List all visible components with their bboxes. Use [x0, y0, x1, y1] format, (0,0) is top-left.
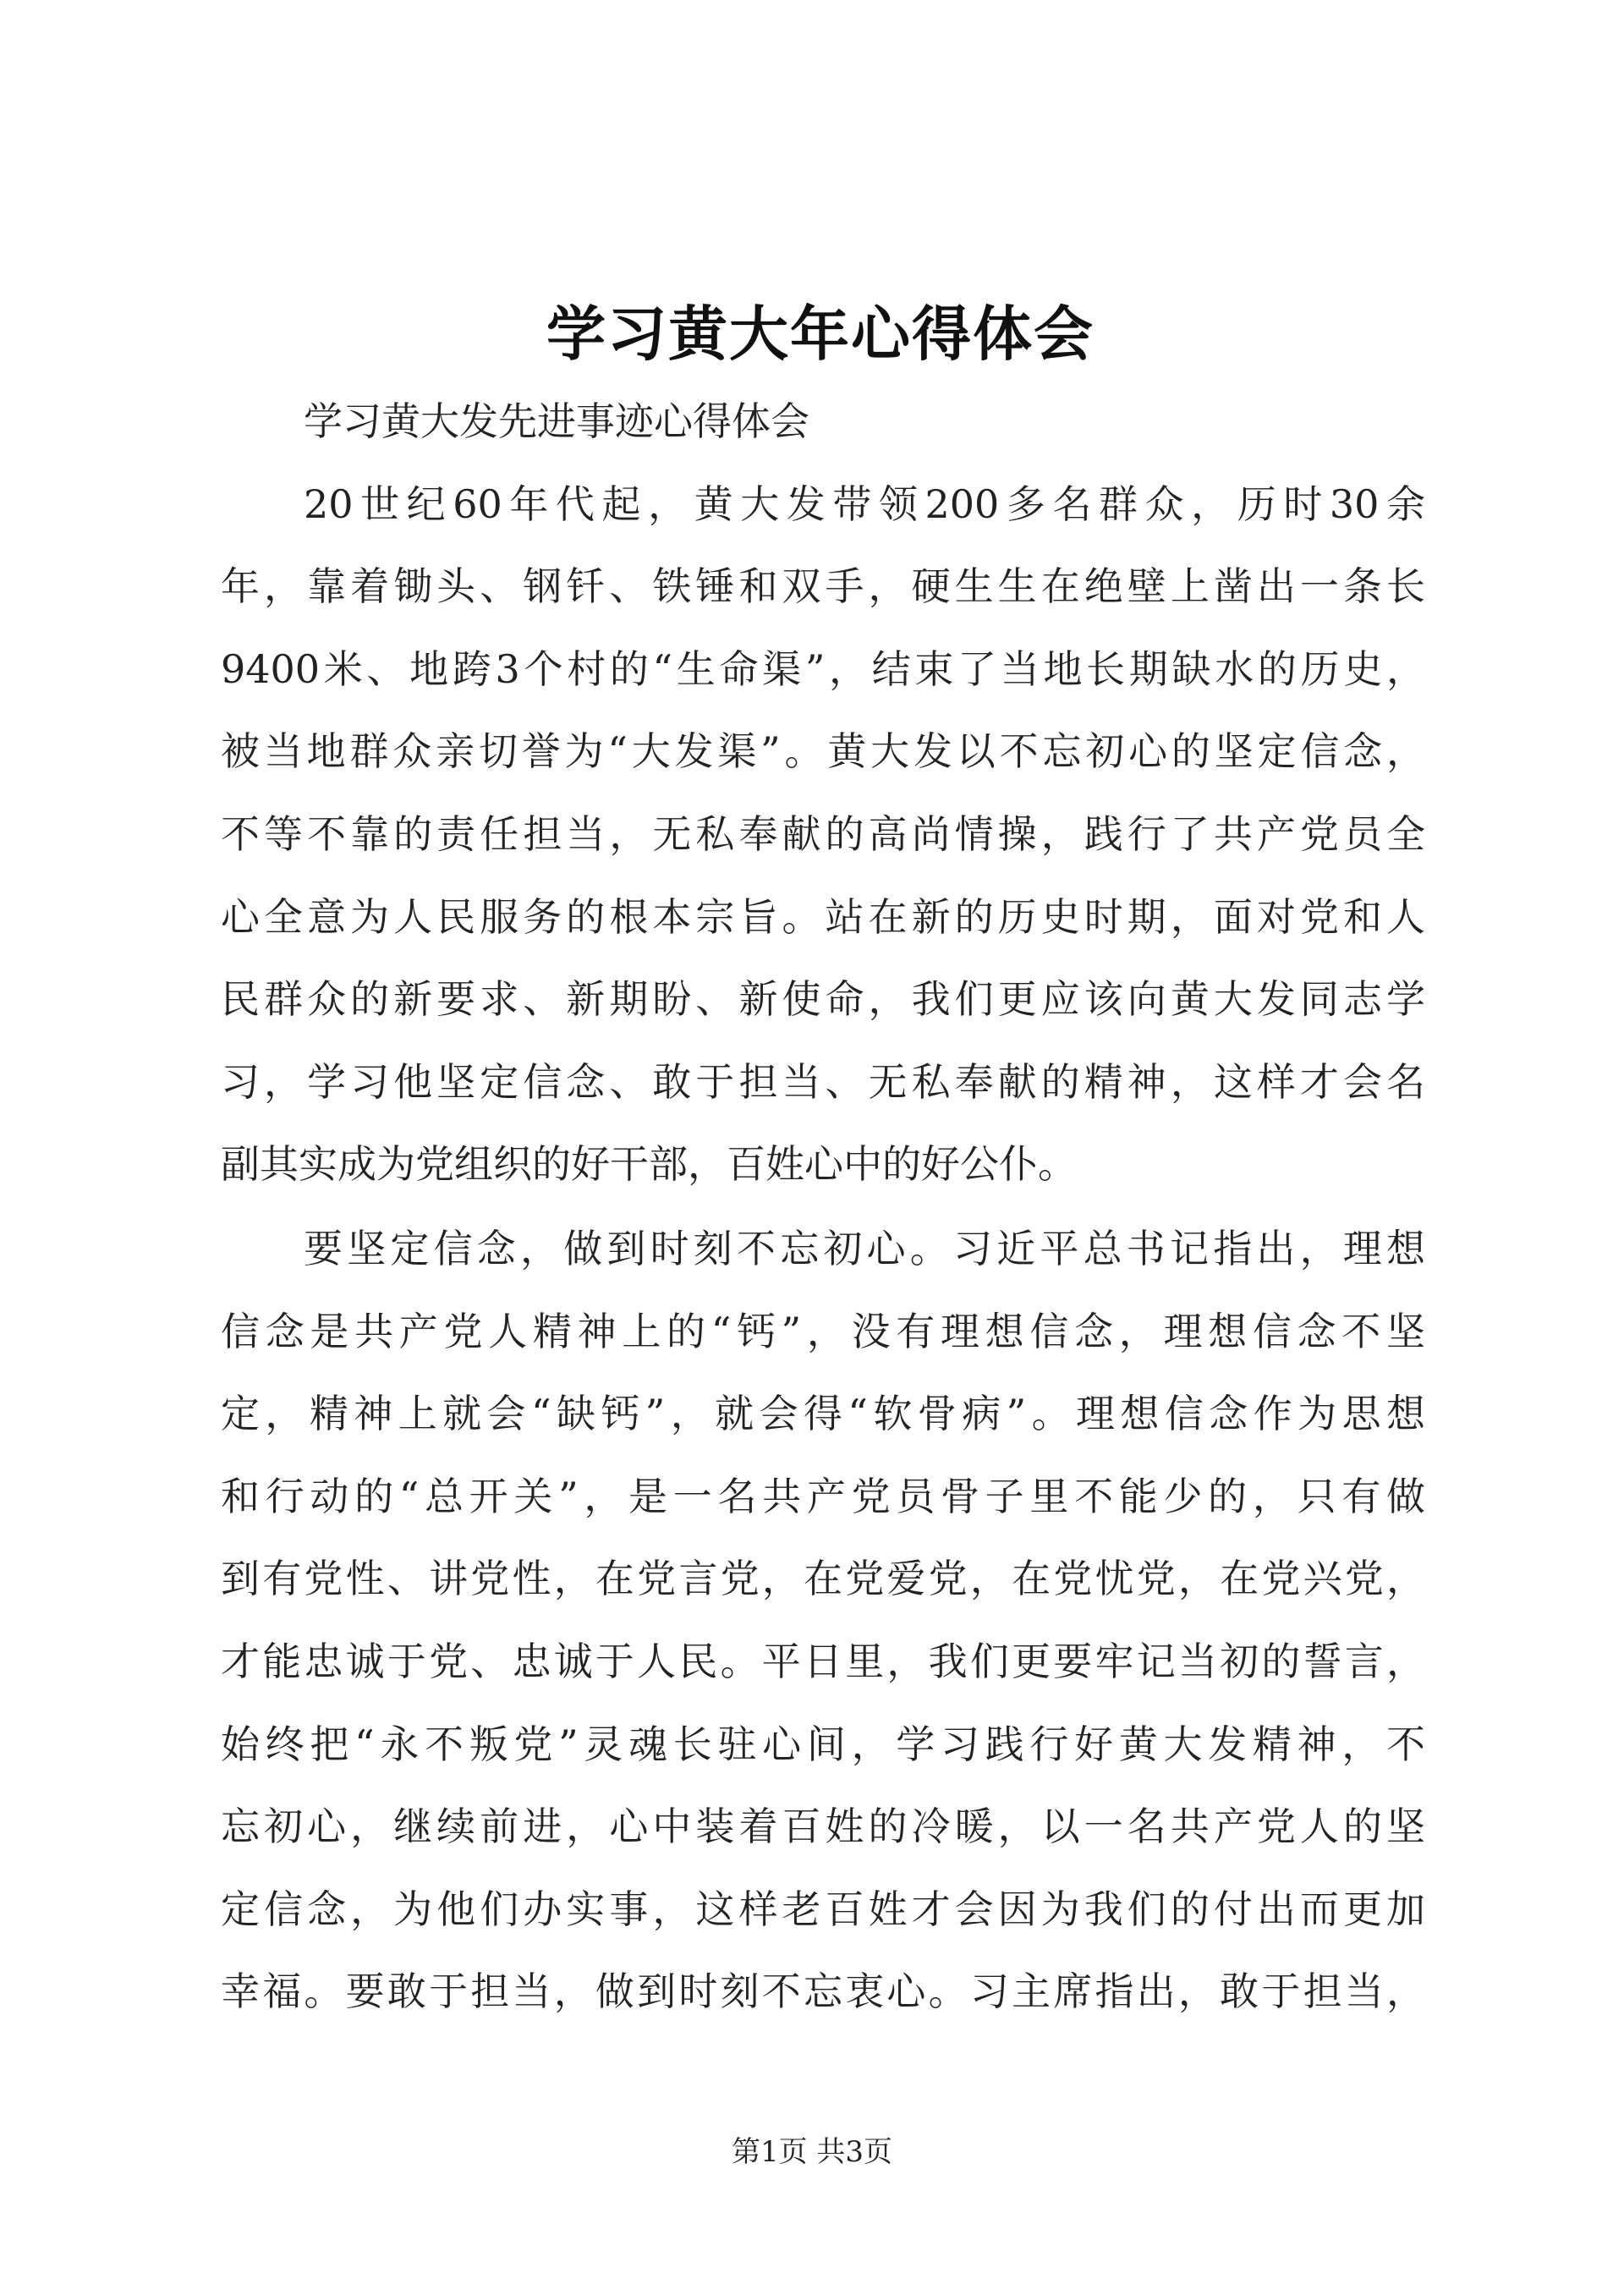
text-line: 幸福。要敢于担当，做到时刻不忘衷心。习主席指出，敢于担当， — [221, 1968, 1425, 2015]
text-line: 被当地群众亲切誉为“大发渠”。黄大发以不忘初心的坚定信念， — [221, 728, 1425, 775]
paragraph — [221, 1208, 1425, 2034]
text-line: 心全意为人民服务的根本宗旨。站在新的历史时期，面对党和人 — [221, 893, 1425, 940]
paragraph — [221, 464, 1425, 1206]
text-line: 定，精神上就会“缺钙”，就会得“软骨病”。理想信念作为思想 — [221, 1391, 1425, 1437]
text-line: 不等不靠的责任担当，无私奉献的高尚情操，践行了共产党员全 — [221, 810, 1425, 857]
text-line: 信念是共产党人精神上的“钙”，没有理想信念，理想信念不坚 — [221, 1308, 1425, 1354]
text-line: 民群众的新要求、新期盼、新使命，我们更应该向黄大发同志学 — [221, 976, 1425, 1023]
paragraphs — [221, 464, 1425, 2034]
text-line: 始终把“永不叛党”灵魂长驻心间，学习践行好黄大发精神，不 — [221, 1721, 1425, 1767]
text-line: 习，学习他坚定信念、敢于担当、无私奉献的精神，这样才会名 — [221, 1058, 1425, 1105]
text-line: 9400米、地跨3个村的“生命渠”，结束了当地长期缺水的历史， — [221, 645, 1425, 692]
text-line: 到有党性、讲党性，在党言党，在党爱党，在党忧党，在党兴党， — [221, 1556, 1425, 1602]
text-line: 和行动的“总开关”，是一名共产党员骨子里不能少的，只有做 — [221, 1473, 1425, 1519]
document-subtitle: 学习黄大发先进事迹心得体会 — [304, 398, 809, 444]
document-body — [221, 381, 1425, 2034]
text-line: 年，靠着锄头、钢钎、铁锤和双手，硬生生在绝壁上凿出一条长 — [221, 563, 1425, 610]
text-line: 20世纪60年代起，黄大发带领200多名群众，历时30余 — [304, 480, 1425, 527]
page-number: 第1页 共3页 — [731, 2135, 893, 2169]
text-line: 要坚定信念，做到时刻不忘初心。习近平总书记指出，理想 — [304, 1225, 1425, 1271]
text-line: 副其实成为党组织的好干部，百姓心中的好公仆。 — [221, 1141, 1077, 1188]
text-line: 定信念，为他们办实事，这样老百姓才会因为我们的付出而更加 — [221, 1886, 1425, 1932]
text-line: 忘初心，继续前进，心中装着百姓的冷暖，以一名共产党人的坚 — [221, 1804, 1425, 1850]
text-line: 才能忠诚于党、忠诚于人民。平日里，我们更要牢记当初的誓言， — [221, 1638, 1425, 1684]
document-title: 学习黄大年心得体会 — [546, 299, 1095, 369]
